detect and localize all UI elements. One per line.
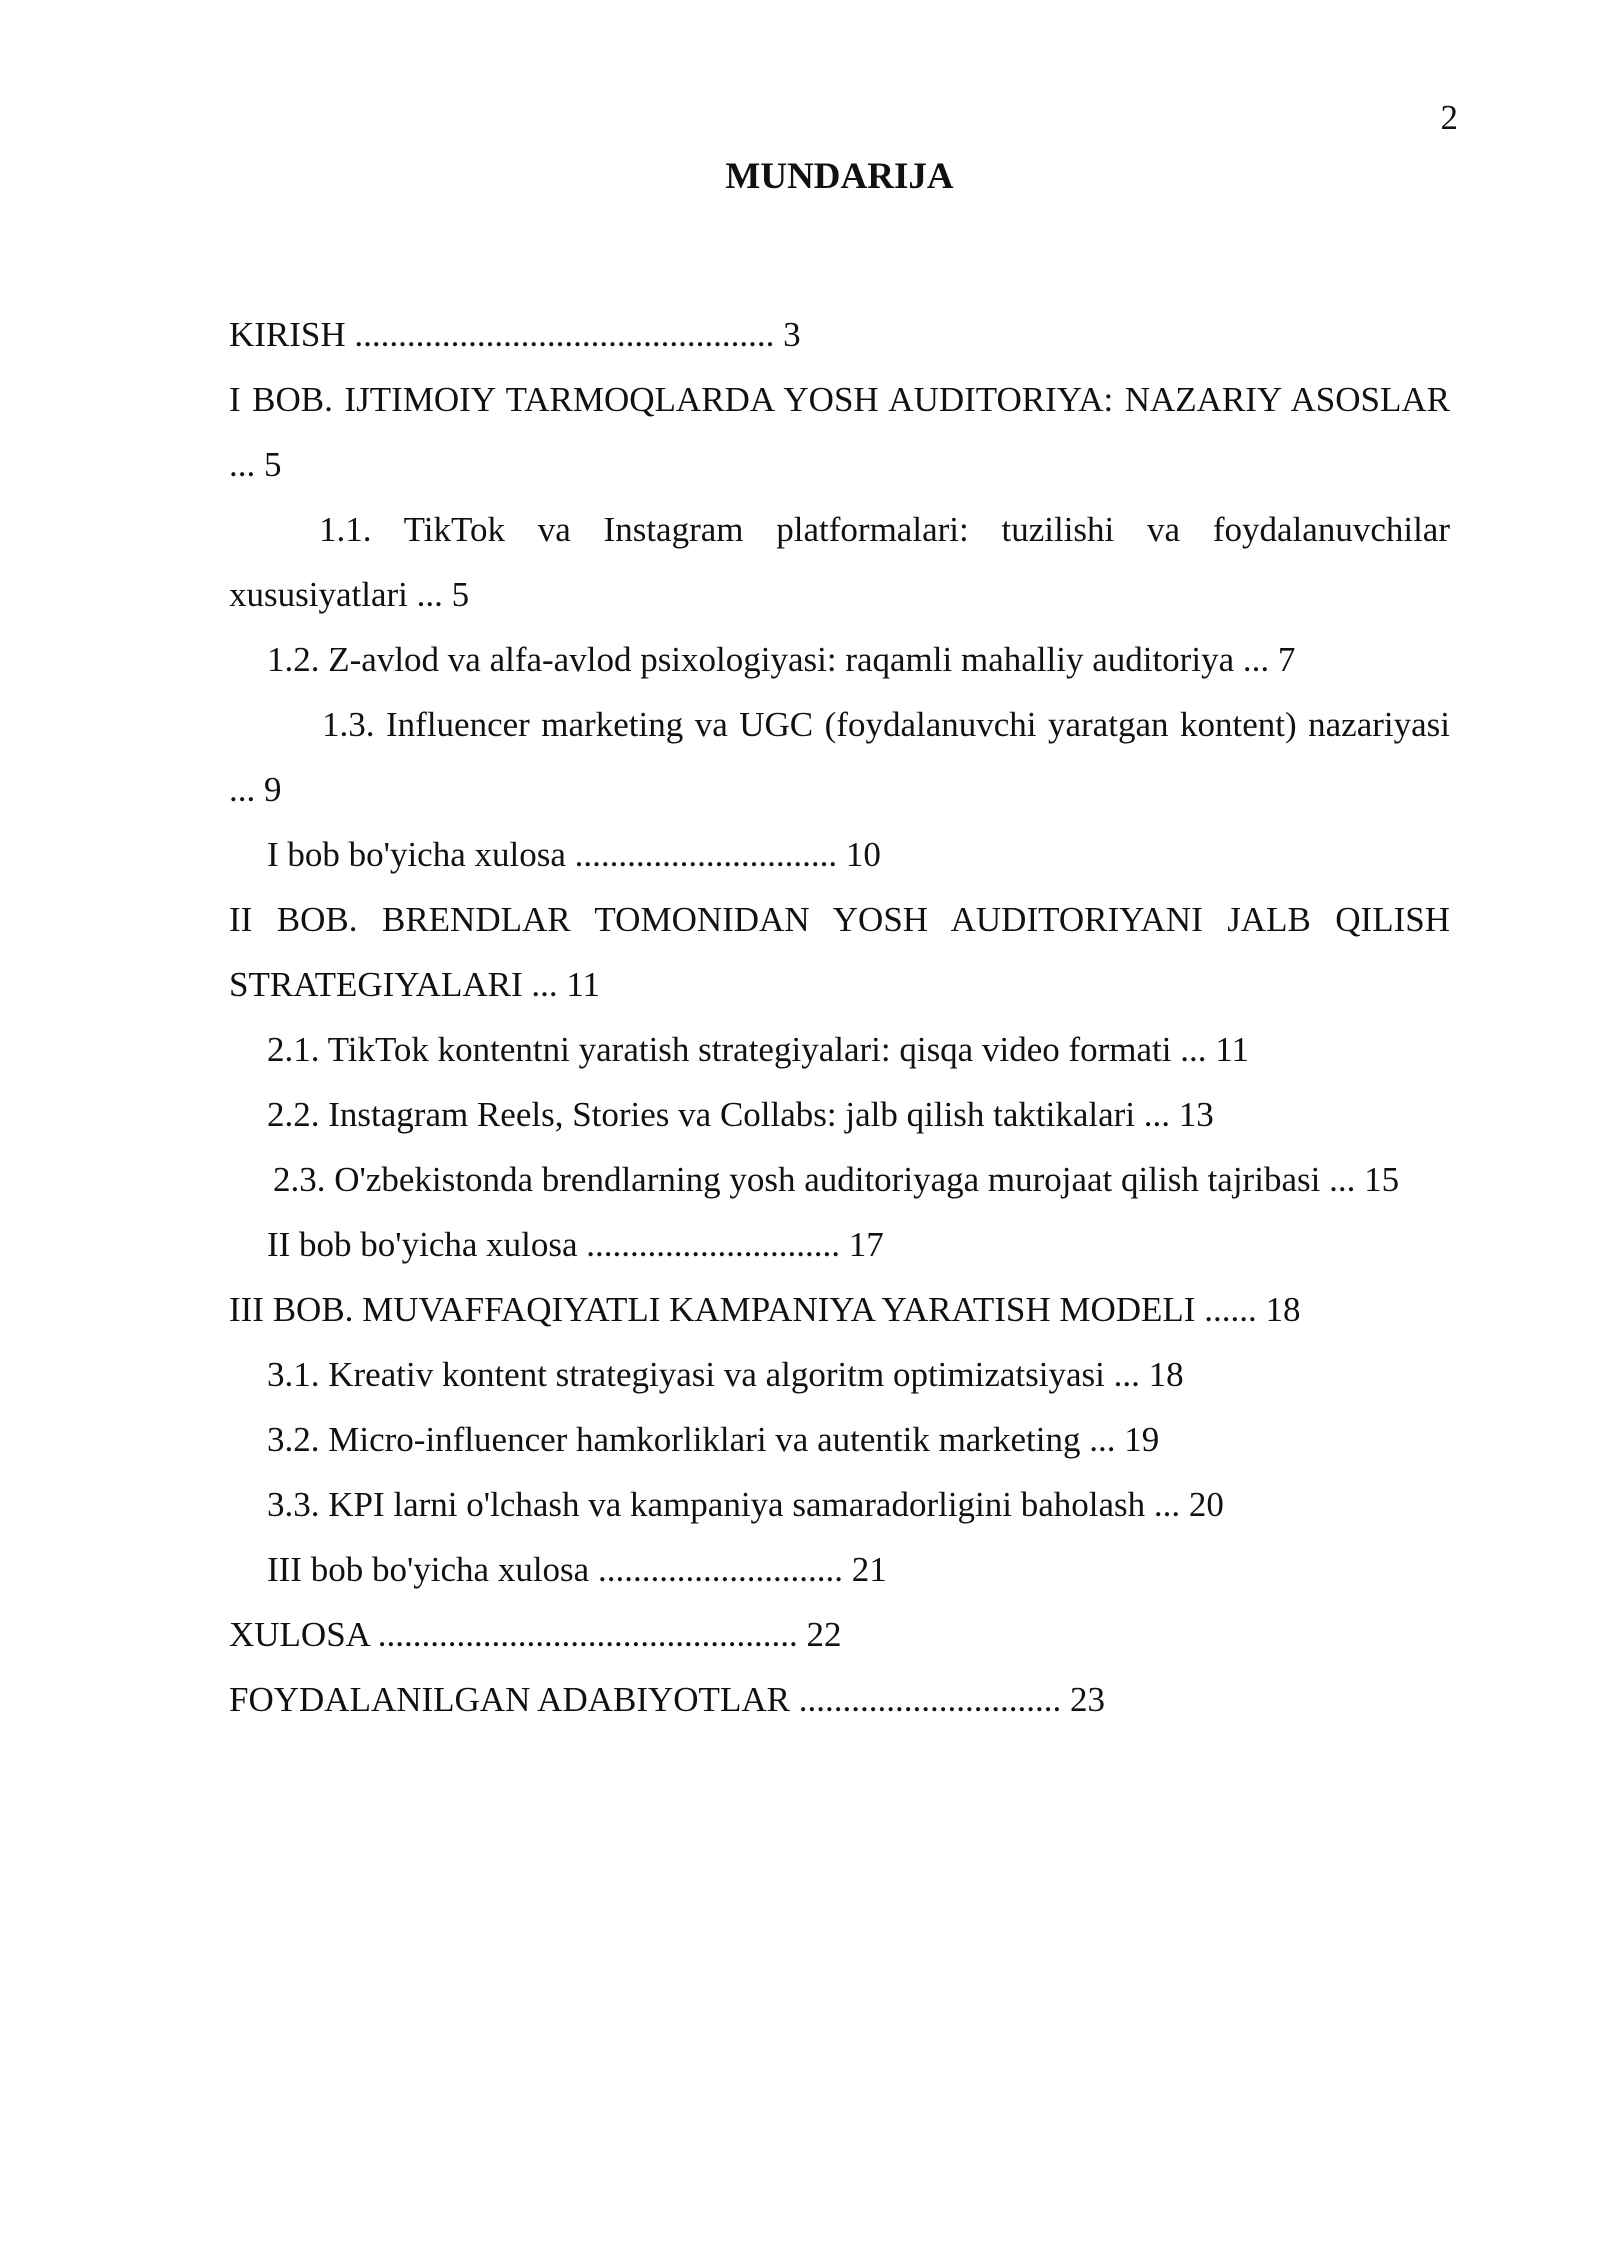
toc-entry-3-2[interactable]: 3.2. Micro-influencer hamkorliklari va autentik marketing ... 19 — [267, 1420, 1160, 1459]
toc-entry-xulosa[interactable]: XULOSA ................................................ 22 — [229, 1615, 842, 1654]
toc-entry-3-1[interactable]: 3.1. Kreativ kontent strategiyasi va algoritm optimizatsiyasi ... 18 — [267, 1355, 1184, 1394]
toc-entry-chapter-3-conclusion[interactable]: III bob bo'yicha xulosa ............................ 21 — [267, 1550, 887, 1589]
toc-entry-1-1[interactable]: 1.1. TikTok va Instagram platformalari: tuzilishi va foydalanuvchilar xususiyatlari ... 5 — [229, 510, 1450, 614]
table-of-contents — [229, 302, 1450, 1732]
toc-entry-chapter-2-conclusion[interactable]: II bob bo'yicha xulosa ............................. 17 — [267, 1225, 884, 1264]
toc-entry-chapter-2[interactable]: II BOB. BRENDLAR TOMONIDAN YOSH AUDITORIYANI JALB QILISH STRATEGIYALARI ... 11 — [229, 900, 1450, 1004]
toc-entry-kirish[interactable]: KIRISH ................................................ 3 — [229, 315, 801, 354]
toc-entry-chapter-1[interactable]: I BOB. IJTIMOIY TARMOQLARDA YOSH AUDITORIYA: NAZARIY ASOSLAR ... 5 — [229, 380, 1450, 484]
page-number: 2 — [1440, 98, 1458, 137]
toc-entry-chapter-1-conclusion[interactable]: I bob bo'yicha xulosa .............................. 10 — [267, 835, 881, 874]
toc-entry-1-3[interactable]: 1.3. Influencer marketing va UGC (foydalanuvchi yaratgan kontent) nazariyasi ... 9 — [229, 705, 1450, 809]
toc-entry-3-3[interactable]: 3.3. KPI larni o'lchash va kampaniya samaradorligini baholash ... 20 — [267, 1485, 1224, 1524]
toc-entry-1-2[interactable]: 1.2. Z-avlod va alfa-avlod psixologiyasi: raqamli mahalliy auditoriya ... 7 — [267, 640, 1296, 679]
toc-entry-references[interactable]: FOYDALANILGAN ADABIYOTLAR .............................. 23 — [229, 1680, 1105, 1719]
toc-entry-chapter-3[interactable]: III BOB. MUVAFFAQIYATLI KAMPANIYA YARATISH MODELI ...... 18 — [229, 1290, 1301, 1329]
toc-entry-2-1[interactable]: 2.1. TikTok kontentni yaratish strategiyalari: qisqa video formati ... 11 — [267, 1030, 1249, 1069]
page-title: MUNDARIJA — [725, 156, 954, 197]
toc-entry-2-2[interactable]: 2.2. Instagram Reels, Stories va Collabs: jalb qilish taktikalari ... 13 — [267, 1095, 1214, 1134]
toc-entry-2-3[interactable]: 2.3. O'zbekistonda brendlarning yosh auditoriyaga murojaat qilish tajribasi ... 15 — [273, 1160, 1400, 1199]
